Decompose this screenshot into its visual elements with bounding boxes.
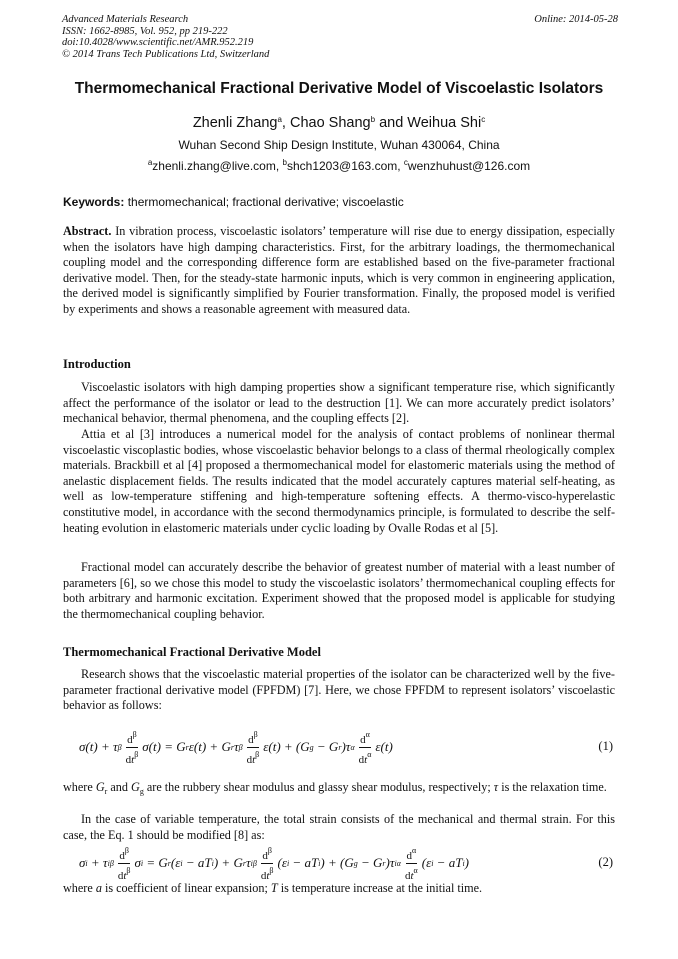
author-sup: c bbox=[481, 115, 486, 124]
where-text: and bbox=[107, 780, 132, 794]
keywords-label: Keywords: bbox=[63, 195, 125, 209]
where-text: is the relaxation time. bbox=[498, 780, 607, 794]
copyright-line: © 2014 Trans Tech Publications Ltd, Switzerland bbox=[62, 48, 270, 60]
email-address: zhenli.zhang@live.com bbox=[152, 159, 276, 173]
abstract-text: In vibration process, viscoelastic isolators’ temperature will rise due to energy dissipation, especially when the isolators have high damping characteristics. First, for the arbitrary loadings, the thermomechanical coupling model and the corresponding difference form are established based on the five-parameter fractional derivative model. Then, for the steady-state harmonic inputs, which is very common in engineering application, the derived model is significantly simplified by Fourier transformation. Finally, the proposed model is verified by experiments and shows a reasonable agreement with measured data. bbox=[63, 224, 615, 316]
symbol-g: G bbox=[95, 780, 105, 794]
equation-2 bbox=[63, 846, 615, 880]
subscript-r: r bbox=[104, 787, 108, 796]
where-text: is coefficient of linear expansion; bbox=[101, 881, 271, 895]
where-text: where bbox=[63, 881, 96, 895]
affiliation: Wuhan Second Ship Design Institute, Wuhan 430064, China bbox=[178, 138, 500, 152]
abstract-label: Abstract. bbox=[63, 224, 112, 238]
where-text: are the rubbery shear modulus and glassy shear modulus, respectively; bbox=[143, 780, 494, 794]
model-paragraph-1: Research shows that the viscoelastic material properties of the isolator can be characterized well by the five-parameter fractional derivative model (FPFDM) [7]. Here, we chose FPFDM to represent isolators’ viscoelastic behavior as follows: bbox=[63, 667, 615, 713]
section-heading-model: Thermomechanical Fractional Derivative Model bbox=[63, 645, 321, 659]
equation-1 bbox=[63, 730, 615, 764]
intro-paragraph-1: Viscoelastic isolators with high damping properties show a significant temperature rise, which significantly affect the performance of the isolator or lead to the destruction [1]. We can more accurately predict isolators’ mechanical behavior, thermal phenomena, and the coupling effects [2]. bbox=[63, 380, 615, 426]
symbol-a: a bbox=[95, 881, 102, 895]
keywords-text: thermomechanical; fractional derivative; viscoelastic bbox=[124, 195, 404, 209]
journal-name: Advanced Materials Research bbox=[62, 14, 189, 25]
author-list bbox=[40, 115, 638, 131]
paper-title: Thermomechanical Fractional Derivative Model of Viscoelastic Isolators bbox=[74, 80, 604, 97]
email-list bbox=[40, 159, 638, 173]
online-date: Online: 2014-05-28 bbox=[534, 14, 618, 25]
subscript-g: g bbox=[139, 787, 144, 796]
email-sup: b bbox=[282, 158, 287, 167]
equation-2-expression: σ i + τ i β $\frac{d^\beta}{dt^\beta}$ σ i = G r (ε i − aT i ) + G r τ i β $\frac{d^\beta}{dt^\beta}$ (ε i − aT i ) + (G g − G r )τ i α $\frac{d^\alpha}{dt^\alpha}$ (ε i − aT i ) bbox=[79, 845, 470, 882]
email-sep: , bbox=[275, 159, 283, 173]
email-address: wenzhuhust@126.com bbox=[407, 159, 531, 173]
model-where-2 bbox=[63, 881, 615, 897]
journal-header bbox=[62, 14, 618, 60]
where-text: is temperature increase at the initial time. bbox=[277, 881, 483, 895]
email-sup: a bbox=[147, 158, 153, 167]
author-sep: and bbox=[375, 115, 408, 131]
model-where-1 bbox=[63, 780, 615, 800]
author-sep: , bbox=[281, 115, 290, 131]
equation-2-number: (2) bbox=[598, 855, 613, 869]
author-name: Chao Shang bbox=[289, 115, 371, 131]
author-name: Zhenli Zhang bbox=[192, 115, 278, 131]
symbol-tau: τ bbox=[493, 780, 499, 794]
intro-paragraph-3: Fractional model can accurately describe the behavior of greatest number of material with a least number of parameters [6], so we chose this model to study the viscoelastic isolators’ thermomechanical coupling effects for both arbitrary and harmonic excitation. Experiment showed that the proposed model is applicable for studying the thermomechanical coupling behavior. bbox=[63, 560, 615, 621]
where-text: where bbox=[63, 780, 96, 794]
issn-line: ISSN: 1662-8985, Vol. 952, pp 219-222 bbox=[62, 25, 228, 37]
abstract bbox=[63, 224, 615, 318]
equation-1-expression: σ( t ) + τ β $\frac{d^\beta}{dt^\beta}$ σ( t ) = G r ε( t ) + G r τ β $\frac{d^\beta}{dt^\beta}$ ε( t ) + (G g − G r )τ α $\frac{d^\alpha}{dt^\alpha}$ ε( t ) bbox=[79, 729, 393, 766]
symbol-t: T bbox=[270, 881, 278, 895]
model-paragraph-2: In the case of variable temperature, the total strain consists of the mechanical and thermal strain. For this case, the Eq. 1 should be modified [8] as: bbox=[63, 812, 615, 842]
section-heading-introduction: Introduction bbox=[63, 357, 131, 371]
author-name: Weihua Shi bbox=[407, 115, 482, 131]
email-sep: , bbox=[397, 159, 404, 173]
symbol-g: G bbox=[131, 780, 140, 794]
intro-paragraph-2: Attia et al [3] introduces a numerical model for the analysis of contact problems of nonlinear thermal viscoelastic viscoplastic bodies, whose viscoelastic behavior belongs to a class of thermal rheologically complex materials. Brackbill et al [4] proposed a thermomechanical model for elastomeric materials using the method of anelastic displacement fields. The results indicated that the model accurately captures material self-heating, as well as low-temperature stiffening and high-temperature softening effects. A thermo-visco-hyperelastic constitutive model, in accordance with the second thermodynamics principle, is formulated to describe the self-heating evolution in elastomeric materials under cyclic loading by Ovalle Rodas et al [5]. bbox=[63, 427, 615, 535]
keywords bbox=[63, 195, 615, 209]
doi-line: doi:10.4028/www.scientific.net/AMR.952.219 bbox=[62, 37, 254, 48]
email-sup: c bbox=[403, 158, 408, 167]
author-sup: a bbox=[277, 115, 282, 124]
equation-1-number: (1) bbox=[598, 739, 613, 753]
author-sup: b bbox=[370, 115, 376, 124]
email-address: shch1203@163.com bbox=[286, 159, 398, 173]
